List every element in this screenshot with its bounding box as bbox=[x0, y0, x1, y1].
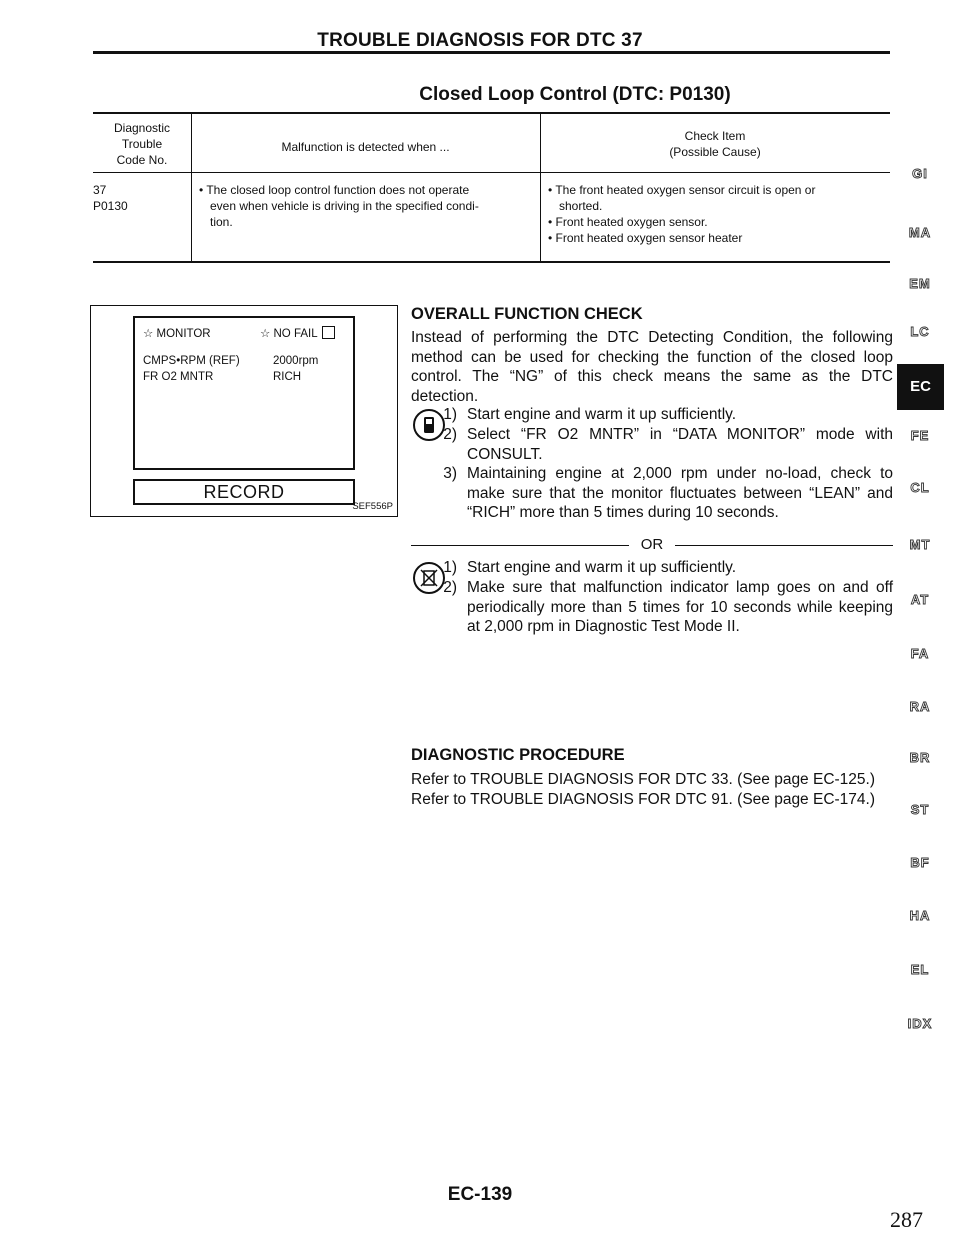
side-tab-fa[interactable]: FA bbox=[910, 646, 930, 661]
consult-step bbox=[439, 405, 893, 425]
step-number: 1) bbox=[443, 559, 457, 576]
page-number: 287 bbox=[890, 1207, 923, 1232]
row-malfunction bbox=[199, 182, 539, 230]
side-tab-lc[interactable]: LC bbox=[910, 324, 930, 339]
check-item-line: • The front heated oxygen sensor circuit is open or bbox=[548, 183, 816, 197]
header-check-line: Check Item bbox=[684, 129, 746, 143]
diagnostic-procedure-heading: DIAGNOSTIC PROCEDURE bbox=[411, 746, 625, 764]
check-item-line: shorted. bbox=[559, 199, 603, 213]
header-code-line: Code No. bbox=[116, 153, 168, 167]
malfunction-line: even when vehicle is driving in the specified condi- bbox=[210, 199, 479, 213]
overall-function-check-heading: OVERALL FUNCTION CHECK bbox=[411, 305, 643, 323]
header-code-line: Diagnostic bbox=[113, 121, 171, 135]
step-number: 3) bbox=[443, 465, 457, 482]
step-text: Select “FR O2 MNTR” in “DATA MONITOR” mode with CONSULT. bbox=[467, 426, 893, 463]
header-code bbox=[93, 120, 191, 168]
side-tab-mt[interactable]: MT bbox=[909, 537, 931, 552]
step-text: Start engine and warm it up sufficiently. bbox=[467, 406, 737, 423]
diagnostic-reference: Refer to TROUBLE DIAGNOSIS FOR DTC 33. (See page EC-125.) bbox=[411, 771, 876, 788]
side-tab-at[interactable]: AT bbox=[910, 592, 930, 607]
consult-monitor-figure bbox=[90, 305, 398, 517]
record-button[interactable]: RECORD bbox=[133, 479, 355, 505]
consult-step bbox=[439, 464, 893, 542]
step-number: 2) bbox=[443, 426, 457, 443]
side-tab-st[interactable]: ST bbox=[910, 802, 930, 817]
side-tab-ra[interactable]: RA bbox=[909, 699, 931, 714]
or-rule-right bbox=[675, 545, 893, 546]
side-tab-el[interactable]: EL bbox=[910, 962, 930, 977]
or-rule-left bbox=[411, 545, 629, 546]
check-item-line: • Front heated oxygen sensor. bbox=[548, 215, 708, 229]
monitor-row-value: RICH bbox=[273, 371, 302, 383]
side-tab-br[interactable]: BR bbox=[909, 750, 931, 765]
diagnostic-reference: Refer to TROUBLE DIAGNOSIS FOR DTC 91. (See page EC-174.) bbox=[411, 791, 876, 808]
monitor-row-name: CMPS•RPM (REF) bbox=[143, 355, 240, 367]
step-number: 1) bbox=[443, 406, 457, 423]
consult-step bbox=[439, 425, 893, 465]
header-code-line: Trouble bbox=[121, 137, 163, 151]
overall-intro-paragraph: Instead of performing the DTC Detecting Condition, the following method can be used for checking the function of the closed loop control. The “NG” of this check means the same as the DTC detection. bbox=[411, 329, 893, 405]
side-tab-cl[interactable]: CL bbox=[910, 480, 930, 495]
code-value: 37 bbox=[93, 183, 107, 197]
or-divider bbox=[411, 536, 893, 554]
figure-id: SEF556P bbox=[352, 501, 393, 512]
side-tab-ha[interactable]: HA bbox=[909, 908, 931, 923]
row-code bbox=[93, 182, 128, 214]
table-header-rule bbox=[93, 172, 890, 173]
side-tab-ma[interactable]: MA bbox=[908, 225, 932, 240]
step-text: Maintaining engine at 2,000 rpm under no-load, check to make sure that the monitor fluctuates between “LEAN” and “RICH” more than 5 times during 10 seconds. bbox=[467, 465, 893, 521]
section-title: Closed Loop Control (DTC: P0130) bbox=[419, 84, 731, 105]
side-tab-bf[interactable]: BF bbox=[910, 855, 930, 870]
side-tab-idx[interactable]: IDX bbox=[907, 1016, 933, 1031]
side-tab-ec[interactable]: EC bbox=[897, 364, 944, 410]
monitor-screen bbox=[133, 316, 355, 470]
side-tab-fe[interactable]: FE bbox=[910, 428, 930, 443]
check-item-line: • Front heated oxygen sensor heater bbox=[548, 231, 743, 245]
or-label: OR bbox=[640, 536, 664, 553]
malfunction-line: tion. bbox=[210, 215, 233, 229]
malfunction-line: • The closed loop control function does not operate bbox=[199, 183, 470, 197]
step-text: Make sure that malfunction indicator lamp goes on and off periodically more than 5 times for 10 seconds while keeping at 2,000 rpm in Diagnostic Test Mode II. bbox=[467, 579, 893, 635]
header-check-line: (Possible Cause) bbox=[669, 145, 761, 159]
table-divider bbox=[191, 114, 192, 261]
checkbox-icon bbox=[322, 326, 335, 339]
header-rule bbox=[93, 51, 890, 54]
no-fail-label bbox=[260, 326, 335, 340]
header-check-item bbox=[540, 128, 890, 160]
step-number: 2) bbox=[443, 579, 457, 596]
side-tab-em[interactable]: EM bbox=[909, 276, 931, 291]
header-malfunction: Malfunction is detected when ... bbox=[281, 140, 450, 154]
side-tab-gi[interactable]: GI bbox=[912, 166, 928, 181]
dtc-table bbox=[93, 112, 890, 263]
monitor-row-value: 2000rpm bbox=[273, 355, 319, 367]
page-header-title: TROUBLE DIAGNOSIS FOR DTC 37 bbox=[317, 30, 643, 51]
no-tools-step bbox=[439, 558, 893, 578]
step-text: Start engine and warm it up sufficiently. bbox=[467, 559, 737, 576]
no-tools-step bbox=[439, 578, 893, 656]
row-check-items bbox=[548, 182, 890, 246]
monitor-row-name: FR O2 MNTR bbox=[143, 371, 214, 383]
no-fail-text: ☆ NO FAIL bbox=[260, 328, 318, 340]
page-code: EC-139 bbox=[447, 1184, 513, 1205]
code-value: P0130 bbox=[93, 199, 128, 213]
monitor-label: ☆ MONITOR bbox=[143, 328, 211, 340]
